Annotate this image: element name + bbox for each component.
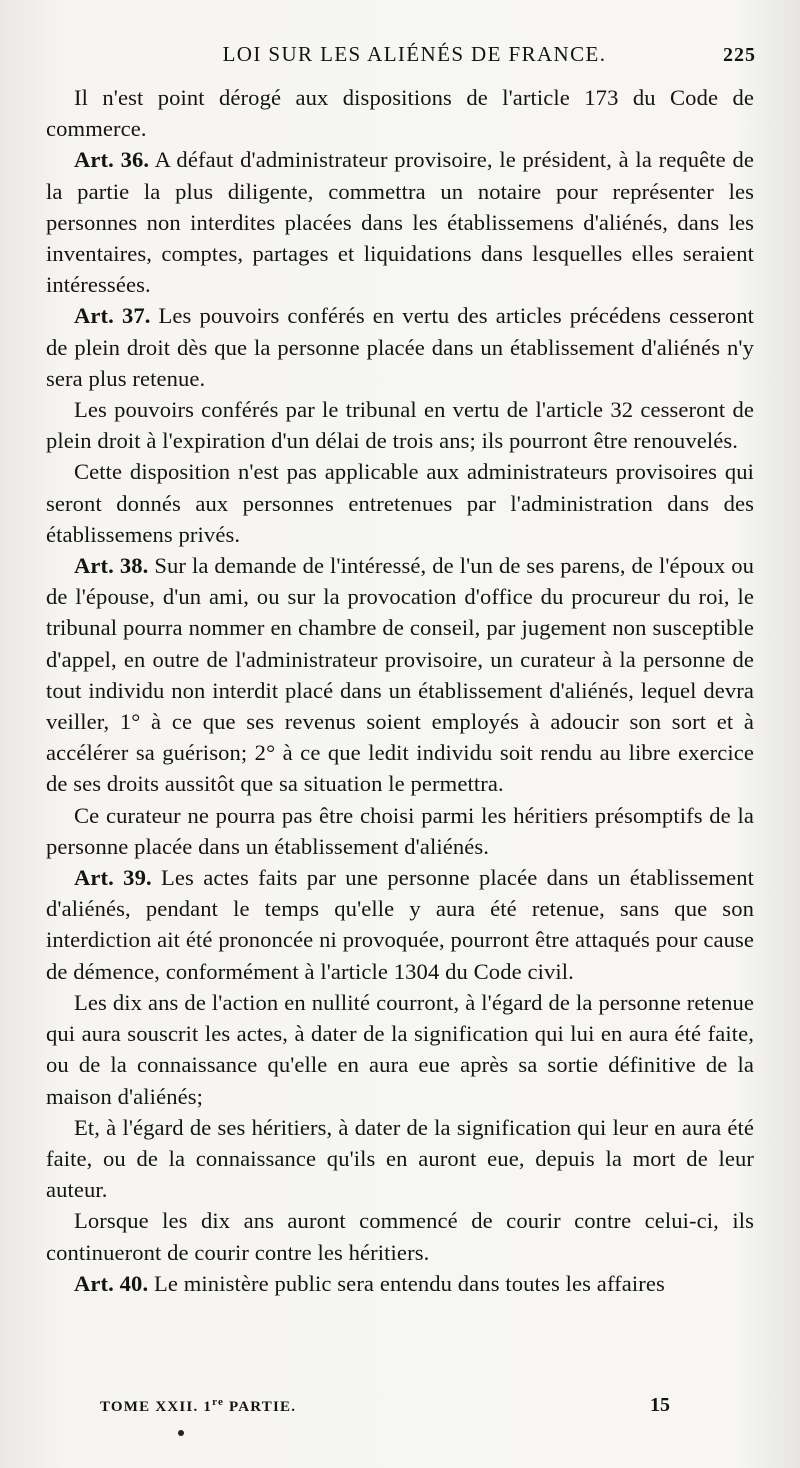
paragraph-text: A défaut d'administrateur provisoire, le président, à la requête de la partie la plus diligente, commettra un notaire pour représenter les personnes non interdites placées dans les établissemens d'aliénés, dans les inventaires, comptes, partages et liquidations dans lesquelles elles seraient intéressées. bbox=[46, 147, 754, 298]
paragraph-text: Les pouvoirs conférés par le tribunal en vertu de l'article 32 cesseront de plein droit à l'expiration d'un délai de trois ans; ils pourront être renouvelés. bbox=[46, 397, 754, 454]
article-paragraph bbox=[46, 862, 754, 987]
paragraph bbox=[46, 82, 754, 144]
volume-suffix: PARTIE. bbox=[224, 1399, 297, 1415]
page-number: 225 bbox=[723, 44, 756, 66]
paragraph-text: Le ministère public sera entendu dans toutes les affaires bbox=[153, 1270, 665, 1296]
running-title: LOI SUR LES ALIÉNÉS DE FRANCE. bbox=[222, 42, 607, 66]
paragraph-text: Les actes faits par une personne placée dans un établissement d'aliénés, pendant le temps qu'elle y aura été retenue, sans que son interdiction ait été prononcée ni provoquée, pourront être attaqués pour cause de démence, conformément à l'article 1304 du Code civil. bbox=[46, 865, 755, 984]
paragraph bbox=[46, 456, 754, 550]
article-label: Art. 37. bbox=[74, 303, 151, 329]
volume-line bbox=[100, 1396, 296, 1416]
paragraph-text: Il n'est point dérogé aux dispositions de l'article 173 du Code de commerce. bbox=[46, 85, 754, 142]
article-paragraph bbox=[46, 300, 754, 394]
paragraph-text: Et, à l'égard de ses héritiers, à dater de la signification qui leur en aura été faite, ou de la connaissance qu'ils en auront eue, depuis la mort de leur auteur. bbox=[46, 1114, 754, 1203]
paragraph bbox=[46, 800, 754, 862]
volume-prefix: TOME XXII. 1 bbox=[100, 1399, 213, 1415]
paragraph-text: Sur la demande de l'intéressé, de l'un de ses parens, de l'époux ou de l'épouse, d'un ami, ou sur la provocation d'office du procureur du roi, le tribunal pourra nommer en chambre de conseil, par jugement non susceptible d'appel, en outre de l'administrateur provisoire, un curateur à la personne de tout individu non interdit placé dans un établissement d'aliénés, lequel devra veiller, 1° à ce que ses revenus soient employés à adoucir son sort et à accélérer sa guérison; 2° à ce que ledit individu soit rendu au libre exercice de ses droits aussitôt que sa situation le permettra. bbox=[46, 553, 754, 797]
paragraph-text: Cette disposition n'est pas applicable aux administrateurs provisoires qui seront donnés aux personnes entretenues par l'administration dans des établissemens privés. bbox=[46, 459, 754, 547]
page-header bbox=[46, 42, 756, 76]
article-label: Art. 36. bbox=[74, 147, 150, 173]
article-paragraph bbox=[46, 550, 754, 800]
article-label: Art. 40. bbox=[74, 1270, 149, 1296]
paragraph-text: Les pouvoirs conférés en vertu des articles précédens cesseront de plein droit dès que la personne placée dans un établissement d'aliénés n'y sera plus retenue. bbox=[46, 303, 754, 391]
article-paragraph bbox=[46, 144, 754, 300]
paragraph bbox=[46, 987, 754, 1112]
paragraph-text: Lorsque les dix ans auront commencé de courir contre celui-ci, ils continueront de courir contre les héritiers. bbox=[46, 1208, 754, 1265]
article-paragraph bbox=[46, 1268, 754, 1299]
signature-mark: 15 bbox=[650, 1394, 670, 1416]
article-label: Art. 39. bbox=[74, 865, 152, 891]
paragraph-text: Ce curateur ne pourra pas être choisi parmi les héritiers présomptifs de la personne placée dans un établissement d'aliénés. bbox=[46, 802, 754, 859]
article-label: Art. 38. bbox=[74, 553, 149, 579]
printer-dot-mark bbox=[178, 1430, 184, 1436]
paragraph bbox=[46, 1112, 754, 1206]
body-text bbox=[46, 82, 754, 1299]
page-footer bbox=[100, 1394, 670, 1424]
volume-superscript: re bbox=[212, 1396, 225, 1408]
paragraph bbox=[46, 1205, 754, 1267]
paragraph-text: Les dix ans de l'action en nullité courront, à l'égard de la personne retenue qui aura souscrit les actes, à dater de la signification qui lui en aura été faite, ou de la connaissance qu'elle en aura eue après sa sortie définitive de la maison d'aliénés; bbox=[46, 989, 754, 1109]
paragraph bbox=[46, 394, 754, 456]
